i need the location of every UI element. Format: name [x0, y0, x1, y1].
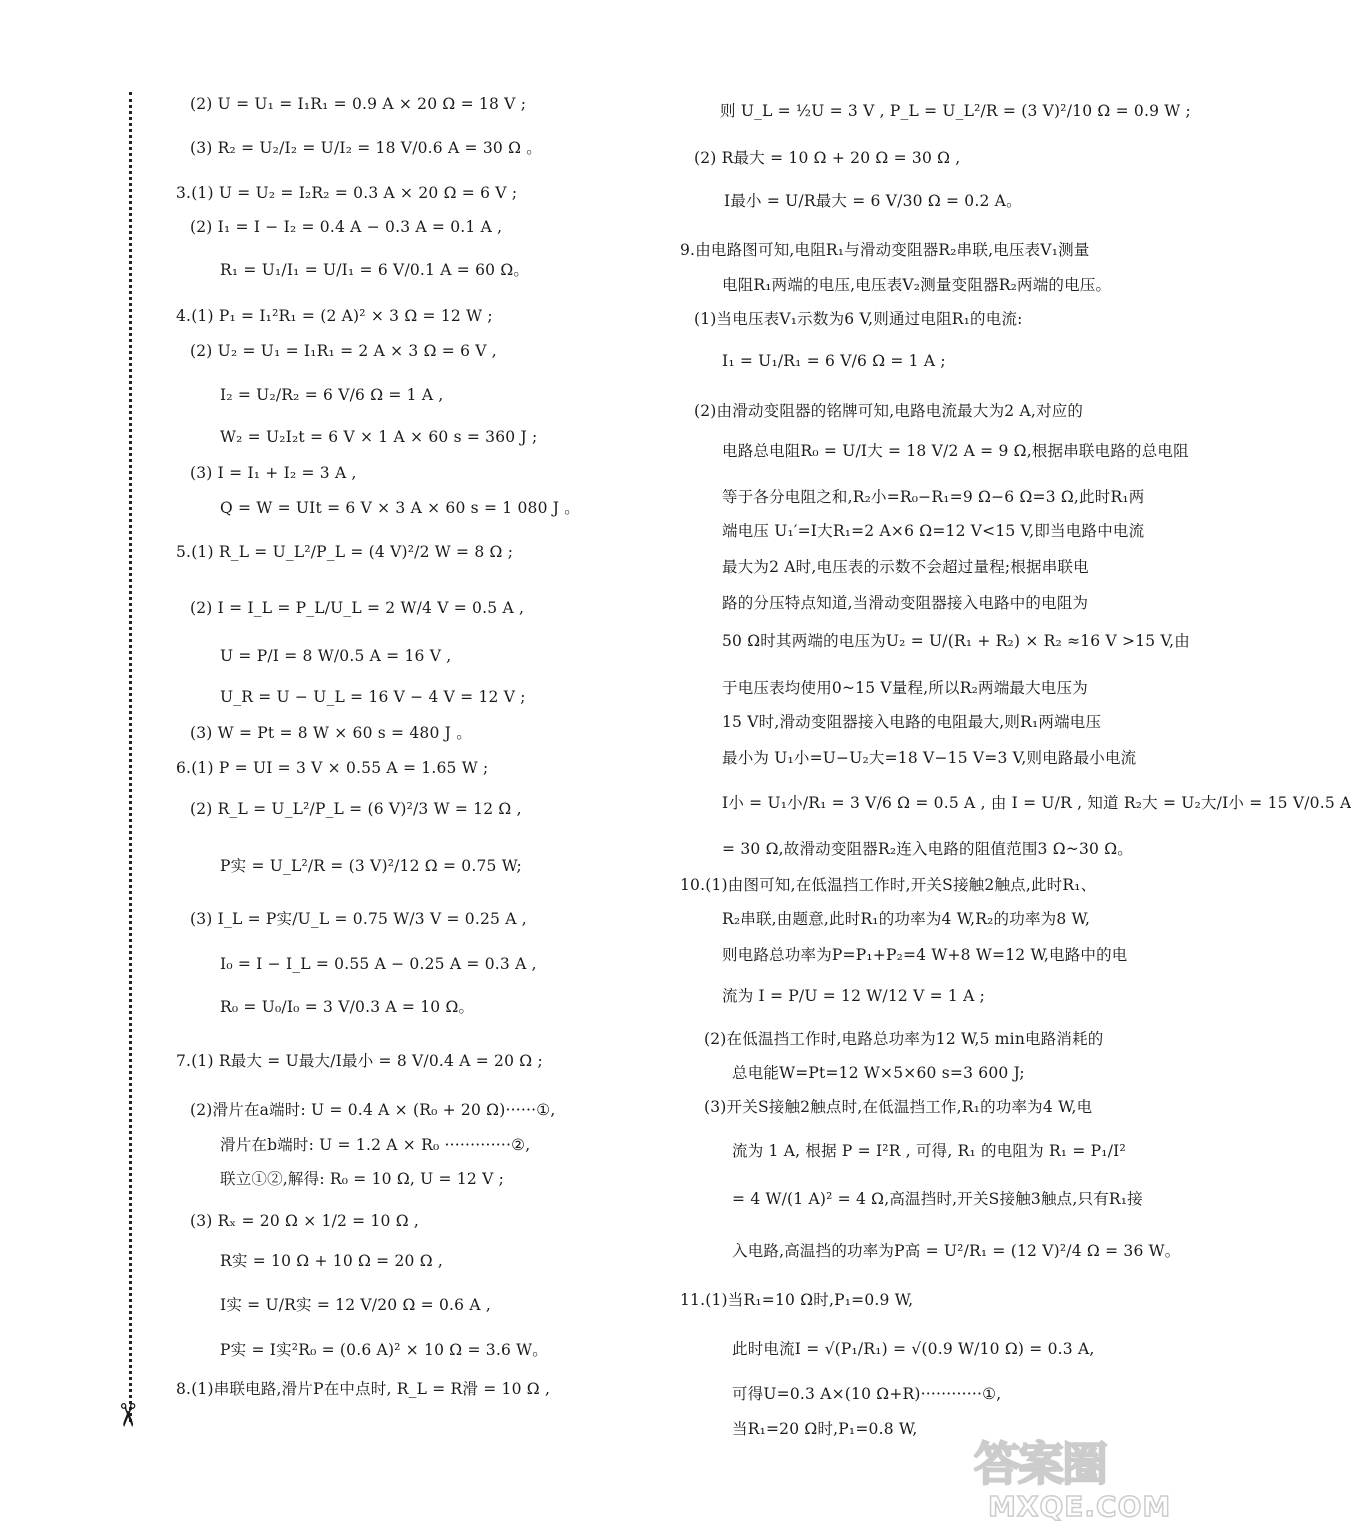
text-line: (3) I = I₁ + I₂ = 3 A ,	[190, 464, 357, 482]
text-line: 路的分压特点知道,当滑动变阻器接入电路中的电阻为	[722, 594, 1089, 612]
text-line: (2)在低温挡工作时,电路总功率为12 W,5 min电路消耗的	[704, 1030, 1104, 1048]
text-line: (2)滑片在a端时: U = 0.4 A × (R₀ + 20 Ω)······①,	[190, 1101, 556, 1119]
text-line: W₂ = U₂I₂t = 6 V × 1 A × 60 s = 360 J ;	[220, 428, 538, 446]
text-line: (2) I₁ = I − I₂ = 0.4 A − 0.3 A = 0.1 A ,	[190, 218, 503, 236]
text-line: 电路总电阻R₀ = U/I大 = 18 V/2 A = 9 Ω,根据串联电路的总电阻	[722, 442, 1189, 460]
text-line: 则电路总功率为P=P₁+P₂=4 W+8 W=12 W,电路中的电	[722, 946, 1128, 964]
text-line: = 4 W/(1 A)² = 4 Ω,高温挡时,开关S接触3触点,只有R₁接	[732, 1190, 1143, 1208]
text-line: 7.(1) R最大 = U最大/I最小 = 8 V/0.4 A = 20 Ω ;	[176, 1052, 543, 1070]
text-line: 于电压表均使用0~15 V量程,所以R₂两端最大电压为	[722, 679, 1088, 697]
watermark-url: MXQE.COM	[988, 1490, 1172, 1523]
text-line: 入电路,高温挡的功率为P高 = U²/R₁ = (12 V)²/4 Ω = 36 W。	[732, 1242, 1181, 1260]
text-line: 15 V时,滑动变阻器接入电路的电阻最大,则R₁两端电压	[722, 713, 1102, 731]
text-line: 滑片在b端时: U = 1.2 A × R₀ ·············②,	[220, 1136, 531, 1154]
text-line: (3) I_L = P实/U_L = 0.75 W/3 V = 0.25 A ,	[190, 910, 527, 928]
text-line: U_R = U − U_L = 16 V − 4 V = 12 V ;	[220, 688, 526, 706]
text-line: (3) R₂ = U₂/I₂ = U/I₂ = 18 V/0.6 A = 30 Ω 。	[190, 139, 542, 157]
text-line: R₀ = U₀/I₀ = 3 V/0.3 A = 10 Ω。	[220, 998, 475, 1016]
text-line: (2) U = U₁ = I₁R₁ = 0.9 A × 20 Ω = 18 V ;	[190, 95, 527, 113]
text-line: 流为 I = P/U = 12 W/12 V = 1 A ;	[722, 987, 986, 1005]
text-line: R₂串联,由题意,此时R₁的功率为4 W,R₂的功率为8 W,	[722, 910, 1091, 928]
text-line: (2) R_L = U_L²/P_L = (6 V)²/3 W = 12 Ω ,	[190, 800, 522, 818]
text-line: 6.(1) P = UI = 3 V × 0.55 A = 1.65 W ;	[176, 759, 489, 777]
text-line: I₂ = U₂/R₂ = 6 V/6 Ω = 1 A ,	[220, 386, 444, 404]
watermark-logo	[968, 1428, 1172, 1532]
text-line: I实 = U/R实 = 12 V/20 Ω = 0.6 A ,	[220, 1296, 491, 1314]
text-line: 可得U=0.3 A×(10 Ω+R)············①,	[732, 1385, 1002, 1403]
cut-line	[129, 92, 132, 1422]
text-line: P实 = U_L²/R = (3 V)²/12 Ω = 0.75 W;	[220, 857, 522, 875]
text-line: I最小 = U/R最大 = 6 V/30 Ω = 0.2 A。	[724, 192, 1022, 210]
text-line: (2) R最大 = 10 Ω + 20 Ω = 30 Ω ,	[694, 149, 961, 167]
text-line: (3) Rₓ = 20 Ω × 1/2 = 10 Ω ,	[190, 1212, 420, 1230]
text-line: 流为 1 A, 根据 P = I²R , 可得, R₁ 的电阻为 R₁ = P₁/I²	[732, 1142, 1126, 1160]
text-line: 端电压 U₁′=I大R₁=2 A×6 Ω=12 V<15 V,即当电路中电流	[722, 522, 1145, 540]
text-line: R实 = 10 Ω + 10 Ω = 20 Ω ,	[220, 1252, 444, 1270]
text-line: 3.(1) U = U₂ = I₂R₂ = 0.3 A × 20 Ω = 6 V ;	[176, 184, 518, 202]
text-line: I小 = U₁小/R₁ = 3 V/6 Ω = 0.5 A , 由 I = U/R , 知道 R₂大 = U₂大/I小 = 15 V/0.5 A	[722, 794, 1351, 812]
text-line: 等于各分电阻之和,R₂小=R₀−R₁=9 Ω−6 Ω=3 Ω,此时R₁两	[722, 488, 1145, 506]
text-line: 则 U_L = ½U = 3 V , P_L = U_L²/R = (3 V)²/10 Ω = 0.9 W ;	[720, 102, 1191, 120]
text-line: 10.(1)由图可知,在低温挡工作时,开关S接触2触点,此时R₁、	[680, 876, 1097, 894]
text-line: 4.(1) P₁ = I₁²R₁ = (2 A)² × 3 Ω = 12 W ;	[176, 307, 493, 325]
text-line: (1)当电压表V₁示数为6 V,则通过电阻R₁的电流:	[694, 310, 1023, 328]
text-line: = 30 Ω,故滑动变阻器R₂连入电路的阻值范围3 Ω~30 Ω。	[722, 840, 1133, 858]
text-line: 11.(1)当R₁=10 Ω时,P₁=0.9 W,	[680, 1291, 914, 1309]
text-line: 最小为 U₁小=U−U₂大=18 V−15 V=3 V,则电路最小电流	[722, 749, 1137, 767]
text-line: I₁ = U₁/R₁ = 6 V/6 Ω = 1 A ;	[722, 352, 946, 370]
text-line: (3) W = Pt = 8 W × 60 s = 480 J 。	[190, 724, 472, 742]
text-line: R₁ = U₁/I₁ = U/I₁ = 6 V/0.1 A = 60 Ω。	[220, 261, 530, 279]
text-line: (2)由滑动变阻器的铭牌可知,电路电流最大为2 A,对应的	[694, 402, 1084, 420]
text-line: 联立①②,解得: R₀ = 10 Ω, U = 12 V ;	[220, 1170, 505, 1188]
text-line: 5.(1) R_L = U_L²/P_L = (4 V)²/2 W = 8 Ω ;	[176, 543, 514, 561]
text-line: 当R₁=20 Ω时,P₁=0.8 W,	[732, 1420, 918, 1438]
text-line: 总电能W=Pt=12 W×5×60 s=3 600 J;	[732, 1064, 1025, 1082]
text-line: (3)开关S接触2触点时,在低温挡工作,R₁的功率为4 W,电	[704, 1098, 1093, 1116]
text-line: I₀ = I − I_L = 0.55 A − 0.25 A = 0.3 A ,	[220, 955, 537, 973]
text-line: 8.(1)串联电路,滑片P在中点时, R_L = R滑 = 10 Ω ,	[176, 1380, 551, 1398]
text-line: (2) I = I_L = P_L/U_L = 2 W/4 V = 0.5 A ,	[190, 599, 525, 617]
text-line: 50 Ω时其两端的电压为U₂ = U/(R₁ + R₂) × R₂ ≈16 V >15 V,由	[722, 632, 1190, 650]
scissors-icon: ✂	[108, 1401, 147, 1429]
text-line: 最大为2 A时,电压表的示数不会超过量程;根据串联电	[722, 558, 1089, 576]
watermark-title: 答案圈	[974, 1437, 1106, 1491]
text-line: Q = W = UIt = 6 V × 3 A × 60 s = 1 080 J 。	[220, 499, 581, 517]
text-line: (2) U₂ = U₁ = I₁R₁ = 2 A × 3 Ω = 6 V ,	[190, 342, 497, 360]
text-line: U = P/I = 8 W/0.5 A = 16 V ,	[220, 647, 452, 665]
text-line: 此时电流I = √(P₁/R₁) = √(0.9 W/10 Ω) = 0.3 A,	[732, 1340, 1095, 1358]
text-line: 电阻R₁两端的电压,电压表V₂测量变阻器R₂两端的电压。	[722, 276, 1112, 294]
text-line: P实 = I实²R₀ = (0.6 A)² × 10 Ω = 3.6 W。	[220, 1341, 549, 1359]
text-line: 9.由电路图可知,电阻R₁与滑动变阻器R₂串联,电压表V₁测量	[680, 241, 1090, 259]
